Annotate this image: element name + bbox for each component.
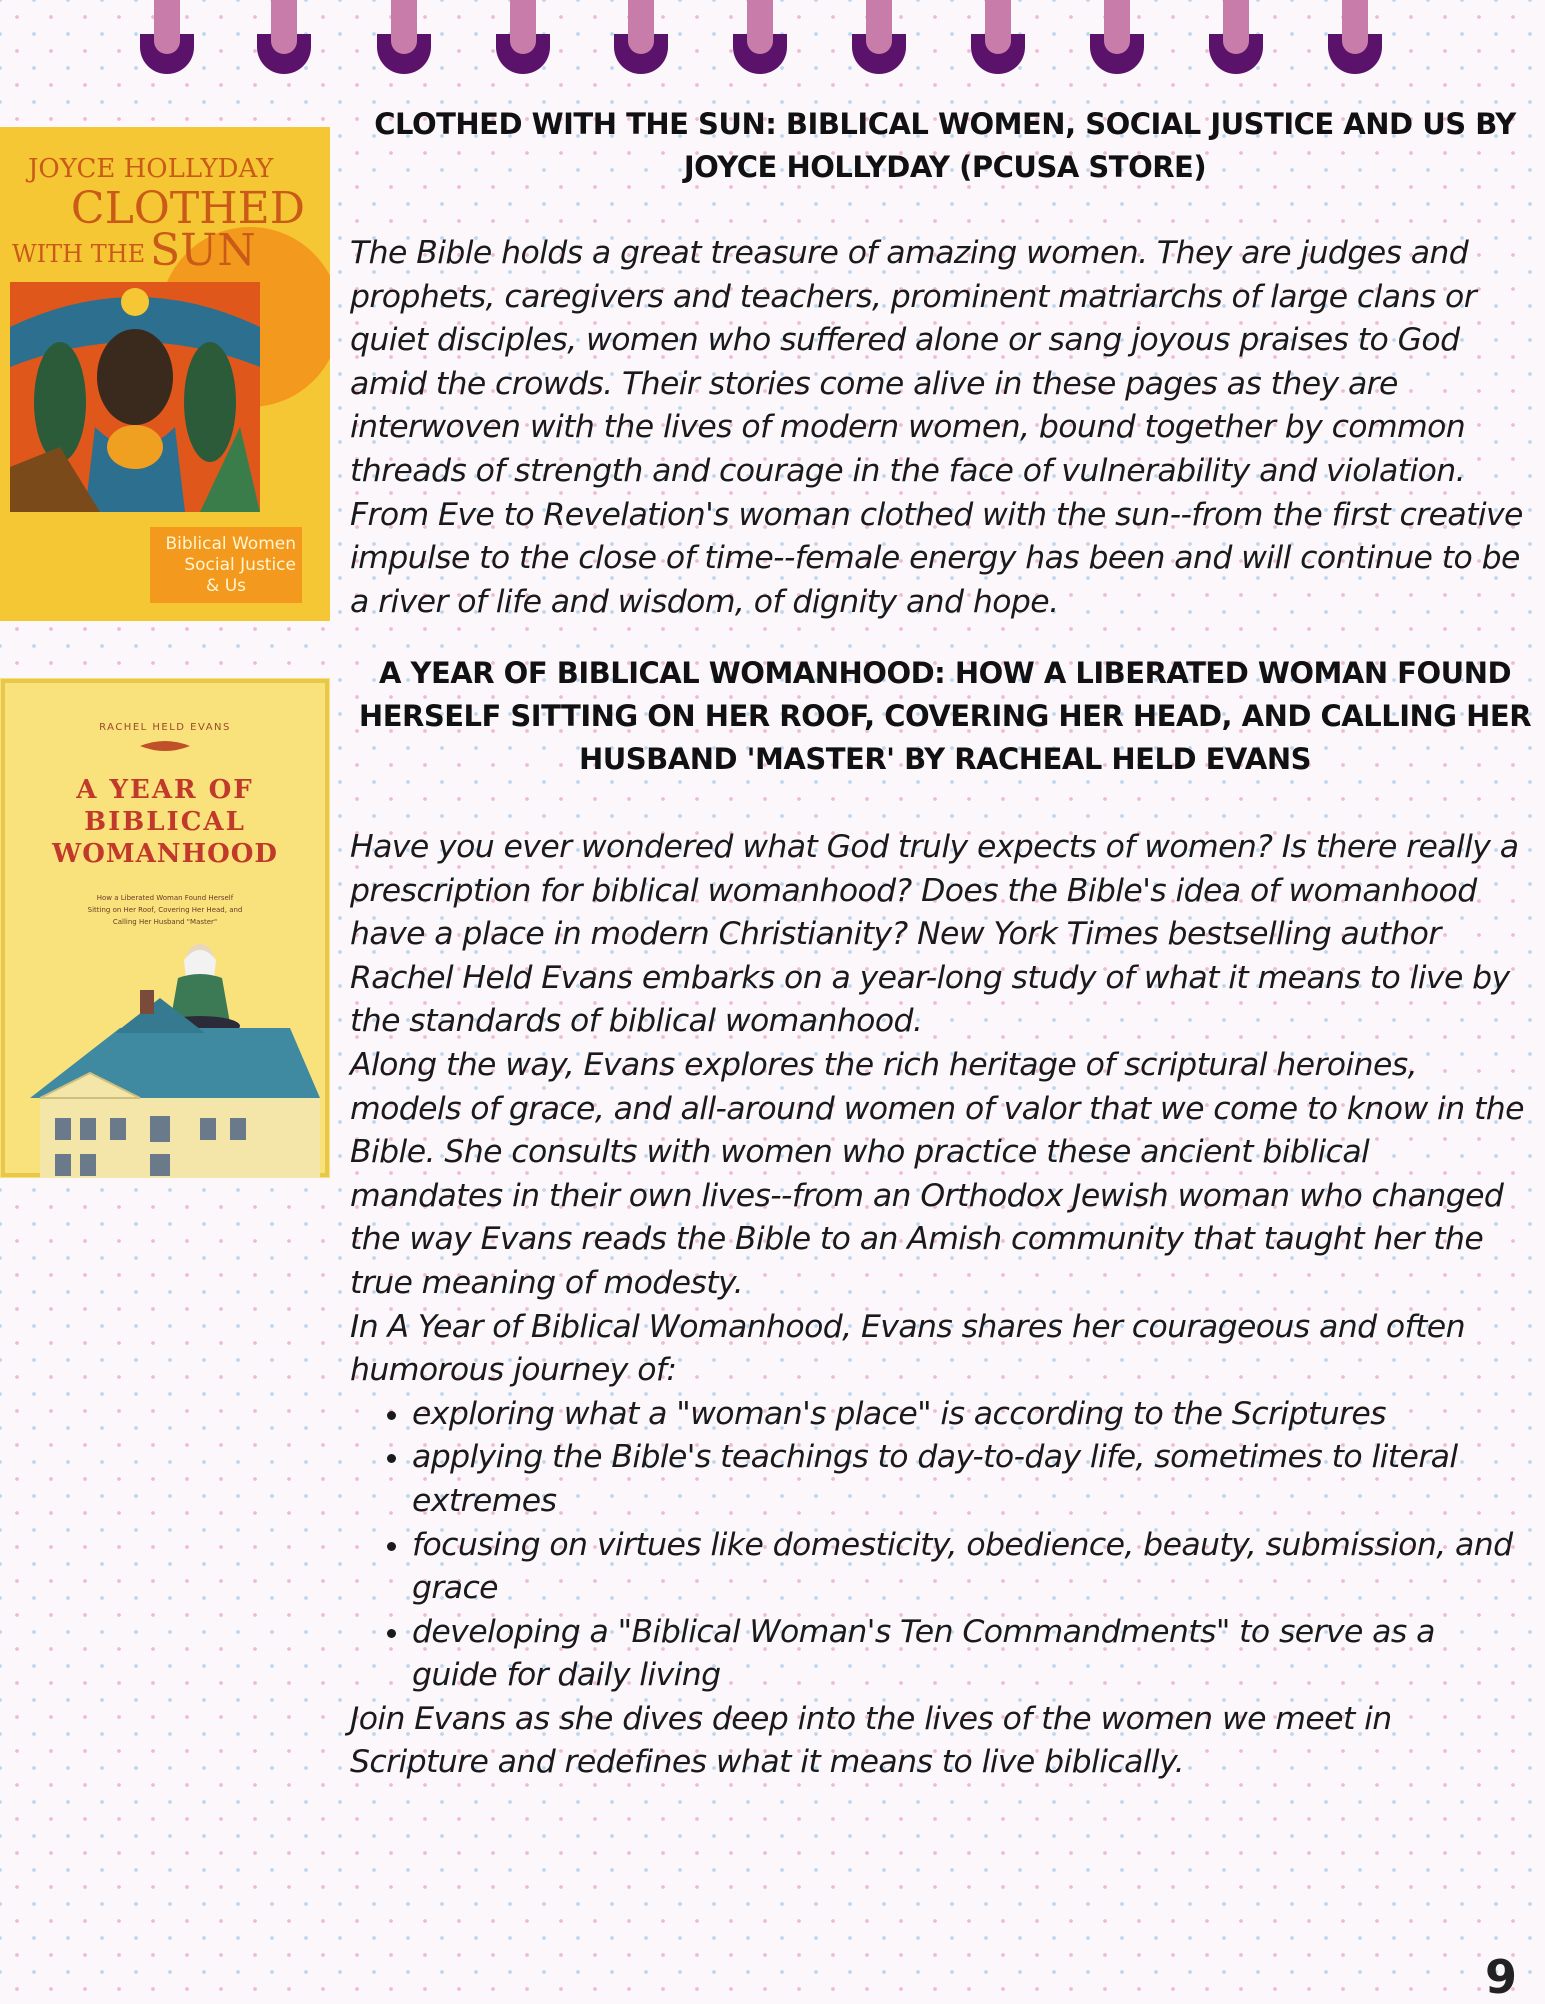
cover-subtitle-line1: How a Liberated Woman Found Herself — [96, 894, 234, 902]
binding-ring — [140, 0, 194, 74]
list-item: • developing a "Biblical Woman's Ten Commandments" to serve as a guide for daily living — [412, 1611, 1525, 1698]
cover-title-line2: BIBLICAL — [84, 807, 246, 837]
list-item: • focusing on virtues like domesticity, obedience, beauty, submission, and grace — [412, 1524, 1525, 1611]
cover-author: JOYCE HOLLYDAY — [28, 154, 274, 184]
binding-ring — [1209, 0, 1263, 74]
cover-title-line3: WOMANHOOD — [52, 839, 278, 869]
cover-subtitle-line3: & Us — [206, 576, 246, 596]
binding-ring — [496, 0, 550, 74]
book-cover-a-year-of-biblical-womanhood — [0, 678, 330, 1178]
cover-subtitle-line2: Social Justice — [184, 555, 296, 575]
binding-ring — [257, 0, 311, 74]
binding-ring — [377, 0, 431, 74]
book-description-clothed-with-the-sun — [350, 232, 1525, 624]
book-title-clothed-with-the-sun: CLOTHED WITH THE SUN: BIBLICAL WOMEN, SOCIAL JUSTICE AND US BY JOYCE HOLLYDAY (PCUSA STORE) — [374, 107, 1516, 184]
book-cover-clothed-with-the-sun — [0, 127, 330, 621]
cover-title-line2b: SUN — [150, 225, 256, 276]
book-description-a-year-of-biblical-womanhood — [350, 826, 1525, 1785]
description-paragraph: Join Evans as she dives deep into the lives of the women we meet in Scripture and redefines what it means to live biblically. — [350, 1700, 1392, 1781]
description-paragraph: Have you ever wondered what God truly expects of women? Is there really a prescription for biblical womanhood? Does the Bible's idea of womanhood have a place in modern Christianity? New York Times bestselling author Rachel Held Evans embarks on a year-long study of what it means to live by the standards of biblical womanhood. — [350, 829, 1519, 1040]
binding-ring — [733, 0, 787, 74]
cover-subtitle-line1: Biblical Women — [165, 534, 296, 554]
page-number: 9 — [1484, 1950, 1517, 2004]
description-paragraph: Along the way, Evans explores the rich heritage of scriptural heroines, models of grace, and all-around women of valor that we come to know in the Bible. She consults with women who practice these ancient biblical mandates in their own lives--from an Orthodox Jewish woman who changed the way Evans reads the Bible to an Amish community that taught her the true meaning of modesty. — [350, 1046, 1524, 1301]
book-title-a-year-of-biblical-womanhood: A YEAR OF BIBLICAL WOMANHOOD: HOW A LIBERATED WOMAN FOUND HERSELF SITTING ON HER ROOF, COVERING HER HEAD, AND CALLING HER HUSBAND 'MASTER' BY RACHEAL HELD EVANS — [358, 656, 1532, 776]
binding-ring — [614, 0, 668, 74]
binding-ring — [852, 0, 906, 74]
spiral-binding — [0, 0, 1545, 80]
cover-title-line1: A YEAR OF — [76, 775, 254, 805]
list-item: • exploring what a "woman's place" is according to the Scriptures — [412, 1393, 1525, 1437]
cover-title-line2a: WITH THE — [12, 240, 146, 268]
binding-ring — [1090, 0, 1144, 74]
cover-title-line1: CLOTHED — [70, 183, 305, 234]
binding-ring — [1328, 0, 1382, 74]
binding-ring — [971, 0, 1025, 74]
journey-list — [350, 1393, 1525, 1698]
cover-author: RACHEL HELD EVANS — [99, 722, 231, 733]
description-paragraph: The Bible holds a great treasure of amazing women. They are judges and prophets, caregivers and teachers, prominent matriarchs of large clans or quiet disciples, women who suffered alone or sang joyous praises to God amid the crowds. Their stories come alive in these pages as they are interwoven with the lives of modern women, bound together by common threads of strength and courage in the face of vulnerability and violation. From Eve to Revelation's woman clothed with the sun--from the first creative impulse to the close of time--female energy has been and will continue to be a river of life and wisdom, of dignity and hope. — [350, 235, 1523, 620]
cover-subtitle-line2: Sitting on Her Roof, Covering Her Head, and — [87, 906, 243, 914]
description-paragraph: In A Year of Biblical Womanhood, Evans shares her courageous and often humorous journey of: — [350, 1308, 1465, 1389]
cover-subtitle-line3: Calling Her Husband "Master" — [112, 918, 218, 926]
list-item: • applying the Bible's teachings to day-to-day life, sometimes to literal extremes — [412, 1436, 1525, 1523]
